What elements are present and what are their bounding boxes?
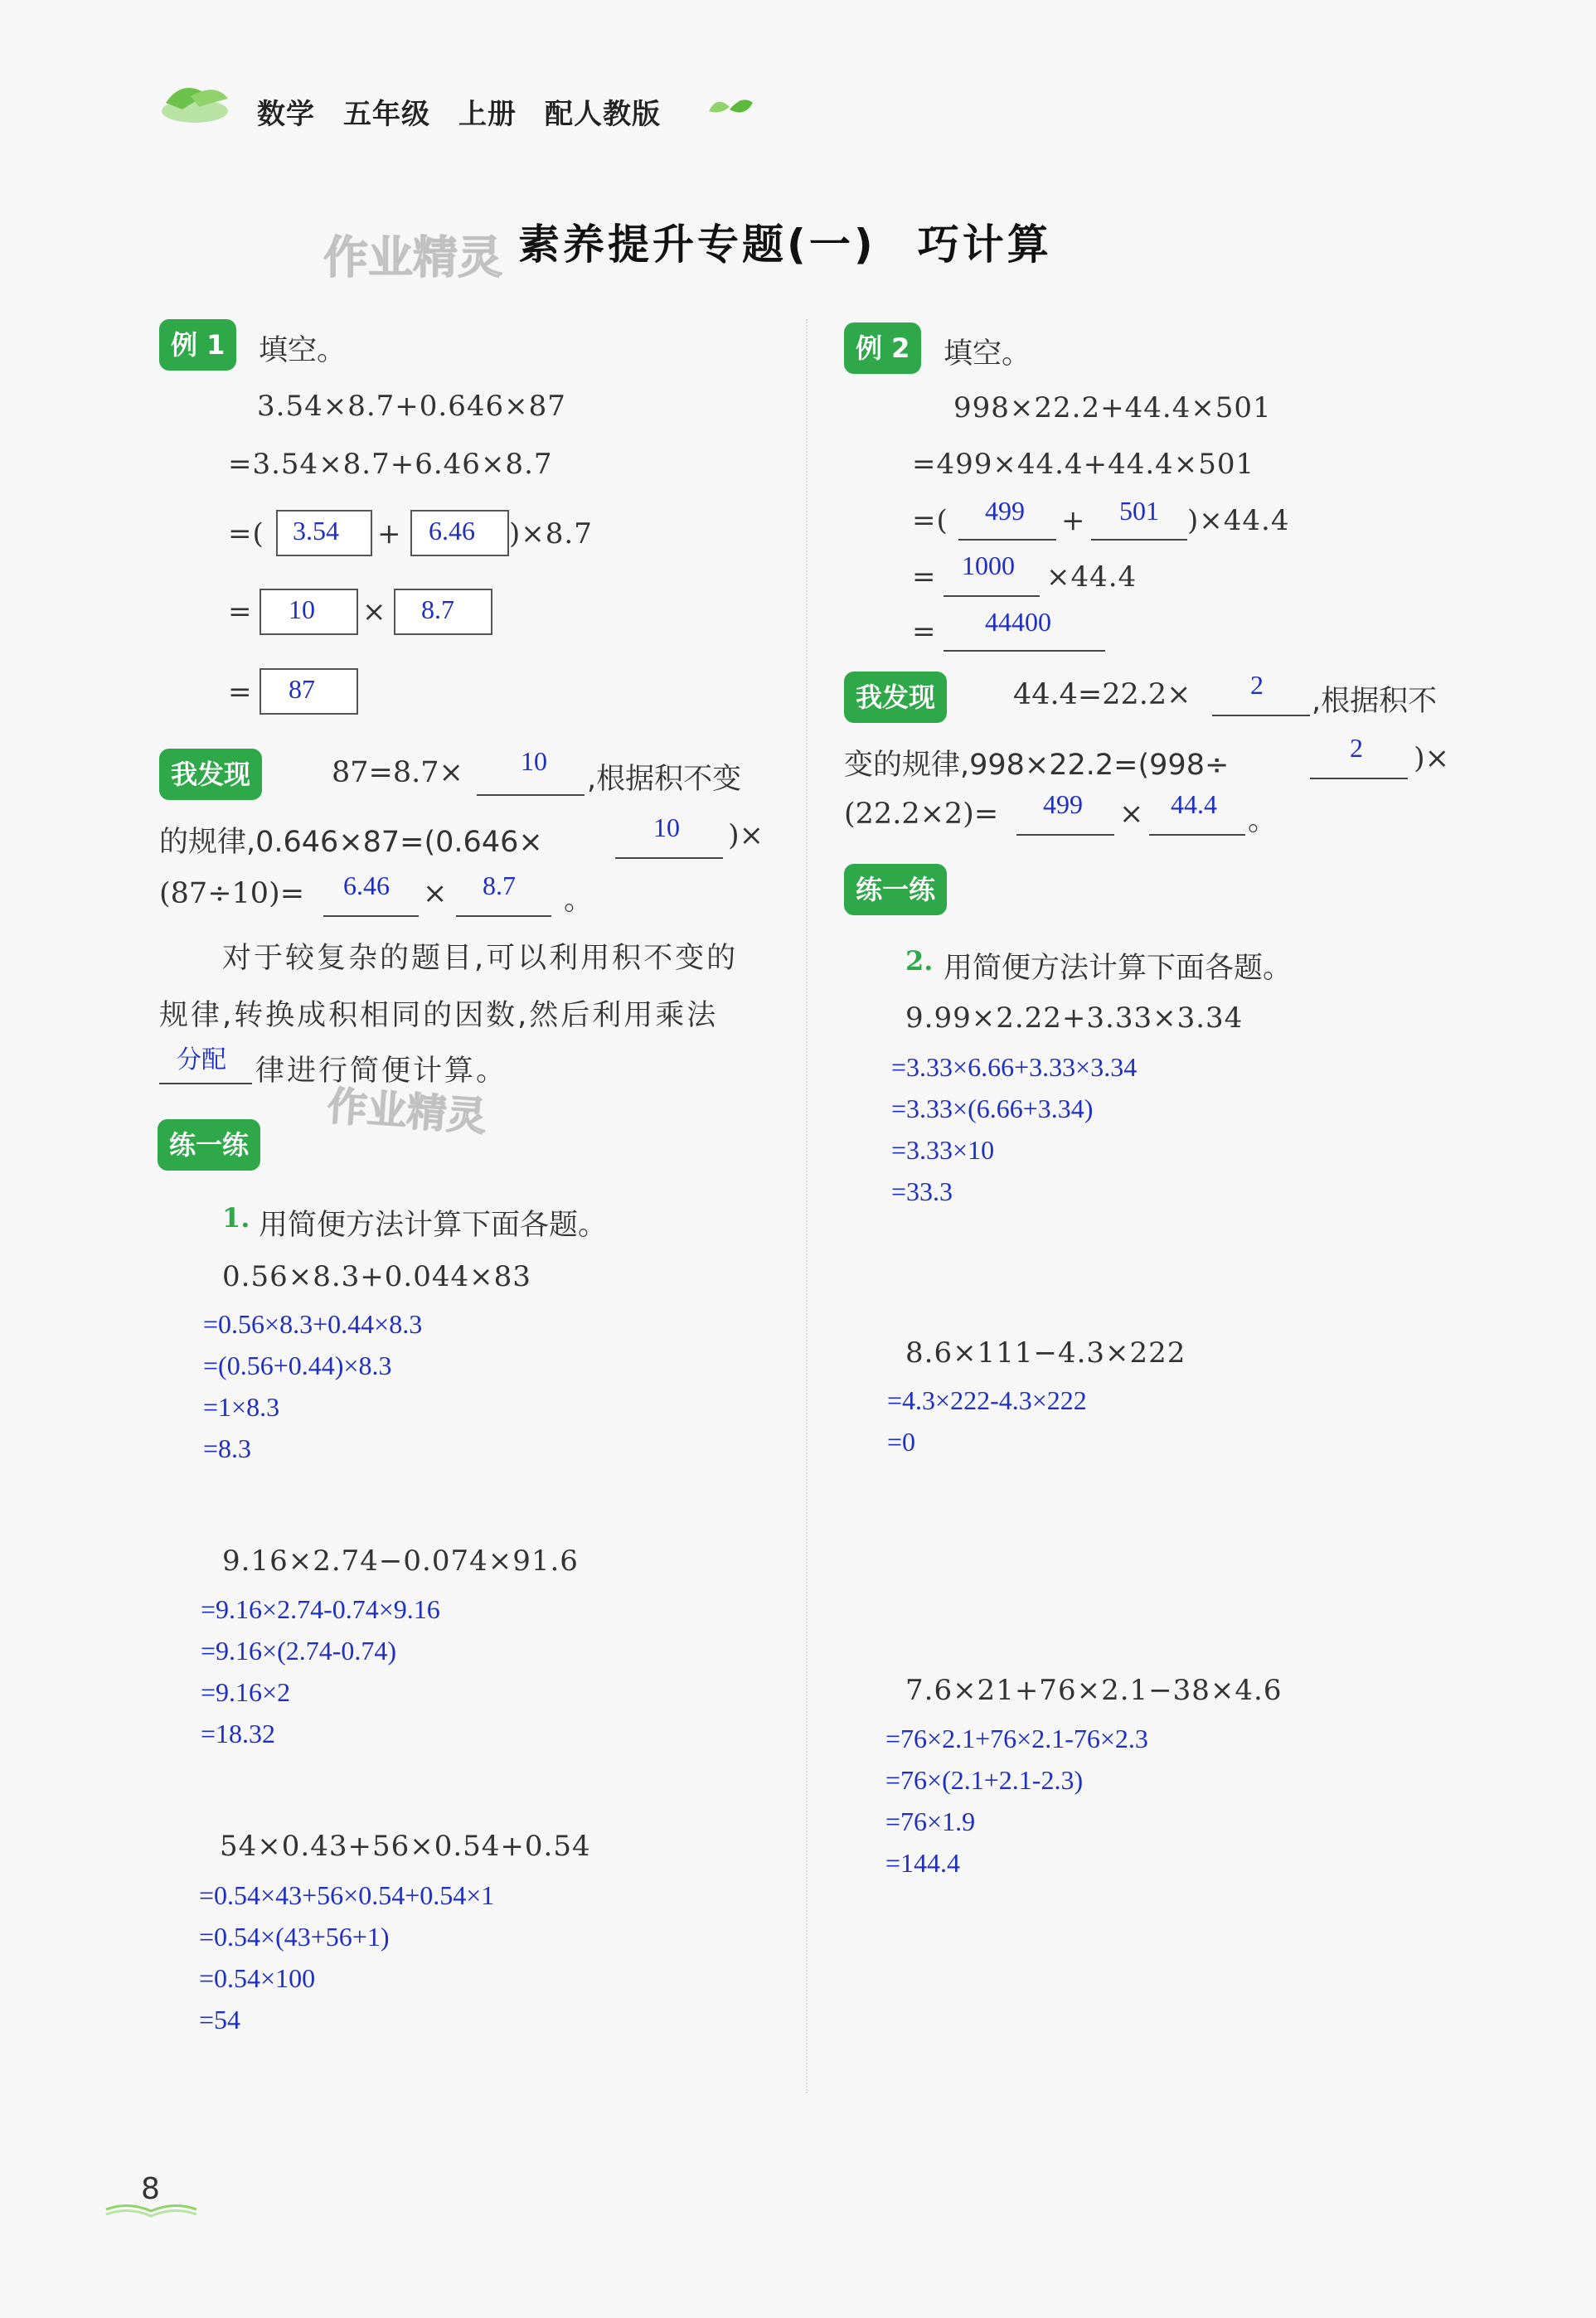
header-subject: 数学 [257, 98, 315, 131]
blank-answer: 10 [521, 746, 547, 776]
practice1-question-text: 用简便方法计算下面各题。 [259, 1209, 608, 1242]
practice1-question-number: 1. [222, 1202, 250, 1234]
solution-step: =54 [199, 2005, 241, 2034]
blank-answer: 分配 [177, 1045, 226, 1074]
watermark: 作业精灵 [323, 231, 502, 284]
example1-line2: =3.54×8.7+6.46×8.7 [228, 448, 553, 481]
example1-line3-prefix: =( [228, 517, 264, 550]
solution-step: =9.16×(2.74-0.74) [201, 1636, 397, 1666]
header-edition: 配人教版 [545, 98, 661, 131]
example2-instruction: 填空。 [944, 337, 1031, 371]
example2-line3-suffix: )×44.4 [1187, 504, 1290, 537]
solution-step: =3.33×6.66+3.33×3.34 [891, 1052, 1138, 1082]
problem-expression: 0.56×8.3+0.044×83 [222, 1260, 531, 1293]
times-sign: × [362, 595, 387, 628]
blank-answer: 10 [653, 812, 680, 842]
sentence-end: 。 [564, 884, 594, 917]
leaf-icon [705, 95, 754, 119]
blank-line [1149, 834, 1245, 836]
solution-step: =144.4 [885, 1848, 961, 1878]
practice1-badge: 练一练 [158, 1119, 260, 1171]
discover2-text5: (22.2×2)= [844, 798, 999, 831]
equals-sign: = [912, 560, 937, 594]
solution-step: =1×8.3 [203, 1392, 280, 1422]
sentence-end: 。 [1248, 804, 1278, 837]
handwritten-solution [201, 1588, 440, 1754]
discover1-text1: 87=8.7× [332, 756, 463, 789]
blank-answer: 499 [1043, 789, 1083, 819]
discover2-text4: )× [1414, 742, 1449, 775]
solution-step: =3.33×(6.66+3.34) [891, 1094, 1094, 1123]
handwritten-solution [887, 1380, 1087, 1462]
column-divider [806, 319, 808, 2093]
times-sign: × [1119, 798, 1144, 831]
blank-line [1016, 834, 1114, 836]
discover2-badge: 我发现 [844, 672, 947, 723]
blank-line [944, 595, 1040, 597]
problem-expression: 9.16×2.74−0.074×91.6 [222, 1545, 579, 1578]
discover1-text5: (87÷10)= [159, 877, 305, 910]
blank-line [323, 915, 419, 917]
blank-line [1310, 778, 1408, 779]
problem-expression: 54×0.43+56×0.54+0.54 [220, 1830, 591, 1863]
plus-sign: + [1061, 504, 1086, 537]
example1-instruction: 填空。 [259, 334, 347, 367]
handwritten-solution [203, 1303, 422, 1469]
equals-sign: = [228, 595, 253, 628]
answer-box-value: 87 [289, 674, 315, 704]
blank-answer: 1000 [962, 550, 1015, 580]
blank-line [615, 857, 723, 859]
discover1-badge: 我发现 [159, 749, 262, 800]
solution-step: =0.54×(43+56+1) [199, 1922, 390, 1952]
watermark: 作业精灵 [325, 1083, 488, 1141]
discover1-text4: )× [728, 819, 764, 852]
blank-line [477, 794, 585, 796]
discover1-para3: 律进行简便计算。 [255, 1055, 508, 1088]
bird-leaf-icon [158, 78, 232, 128]
problem-expression: 9.99×2.22+3.33×3.34 [905, 1001, 1244, 1035]
example1-line1: 3.54×8.7+0.646×87 [257, 390, 566, 423]
practice2-question-number: 2. [905, 945, 934, 977]
example2-line4-suffix: ×44.4 [1046, 560, 1138, 594]
solution-step: =18.32 [201, 1719, 276, 1748]
example2-line3-prefix: =( [912, 504, 948, 537]
answer-box-value: 8.7 [421, 594, 454, 624]
equals-sign: = [912, 615, 937, 648]
example2-line2: =499×44.4+44.4×501 [912, 448, 1255, 481]
example2-badge: 例 2 [844, 322, 921, 374]
solution-step: =9.16×2 [201, 1677, 291, 1707]
handwritten-solution [891, 1046, 1137, 1212]
solution-step: =8.3 [203, 1433, 252, 1463]
times-sign: × [423, 877, 448, 910]
answer-box-value: 10 [289, 594, 315, 624]
solution-step: =0.54×43+56×0.54+0.54×1 [199, 1880, 495, 1910]
discover1-text3: 的规律,0.646×87=(0.646× [159, 826, 543, 859]
solution-step: =76×2.1+76×2.1-76×2.3 [885, 1724, 1148, 1753]
blank-answer: 499 [985, 496, 1025, 526]
blank-answer: 8.7 [483, 870, 516, 900]
solution-step: =3.33×10 [891, 1135, 995, 1165]
blank-line [1091, 539, 1187, 541]
example1-badge: 例 1 [159, 319, 236, 371]
example2-line1: 998×22.2+44.4×501 [953, 391, 1272, 424]
solution-step: =33.3 [891, 1176, 953, 1206]
solution-step: =4.3×222-4.3×222 [887, 1385, 1087, 1415]
answer-box-value: 6.46 [429, 516, 475, 546]
practice2-question-text: 用简便方法计算下面各题。 [944, 952, 1293, 985]
page-title [518, 211, 1052, 271]
blank-answer: 44400 [985, 607, 1051, 637]
discover2-text3: 变的规律,998×22.2=(998÷ [844, 749, 1230, 782]
answer-box-value: 3.54 [293, 516, 339, 546]
discover1-para2: 规律,转换成积相同的因数,然后利用乘法 [159, 999, 719, 1032]
header-grade: 五年级 [343, 98, 430, 131]
solution-step: =0.56×8.3+0.44×8.3 [203, 1309, 423, 1339]
solution-step: =76×(2.1+2.1-2.3) [885, 1765, 1084, 1795]
blank-line [1212, 715, 1310, 716]
blank-line [944, 650, 1105, 652]
blank-line [958, 539, 1056, 541]
discover1-text2: ,根据积不变 [587, 763, 742, 796]
plus-sign: + [377, 517, 402, 550]
problem-expression: 7.6×21+76×2.1−38×4.6 [905, 1674, 1283, 1707]
discover1-para1: 对于较复杂的题目,可以利用积不变的 [222, 942, 739, 975]
blank-line [456, 915, 551, 917]
solution-step: =9.16×2.74-0.74×9.16 [201, 1594, 440, 1624]
title-sub: 巧计算 [917, 221, 1052, 269]
solution-step: =0.54×100 [199, 1963, 316, 1993]
handwritten-solution [199, 1874, 494, 2040]
blank-answer: 6.46 [343, 870, 390, 900]
blank-answer: 2 [1250, 670, 1264, 700]
solution-step: =(0.56+0.44)×8.3 [203, 1351, 392, 1380]
solution-step: =0 [887, 1427, 916, 1457]
blank-answer: 501 [1119, 496, 1159, 526]
handwritten-solution [885, 1718, 1148, 1884]
blank-answer: 44.4 [1171, 789, 1217, 819]
header-text [257, 91, 689, 132]
blank-line [159, 1083, 252, 1084]
page-number: 8 [141, 2172, 160, 2206]
example1-line3-suffix: )×8.7 [509, 517, 593, 550]
title-main: 素养提升专题(一) [518, 221, 876, 269]
equals-sign: = [228, 676, 253, 709]
header-volume: 上册 [458, 98, 517, 131]
practice2-badge: 练一练 [844, 864, 947, 915]
solution-step: =76×1.9 [885, 1806, 976, 1836]
discover2-text1: 44.4=22.2× [1013, 678, 1191, 711]
discover2-text2: ,根据积不 [1312, 685, 1438, 718]
problem-expression: 8.6×111−4.3×222 [905, 1336, 1186, 1370]
blank-answer: 2 [1350, 733, 1363, 763]
